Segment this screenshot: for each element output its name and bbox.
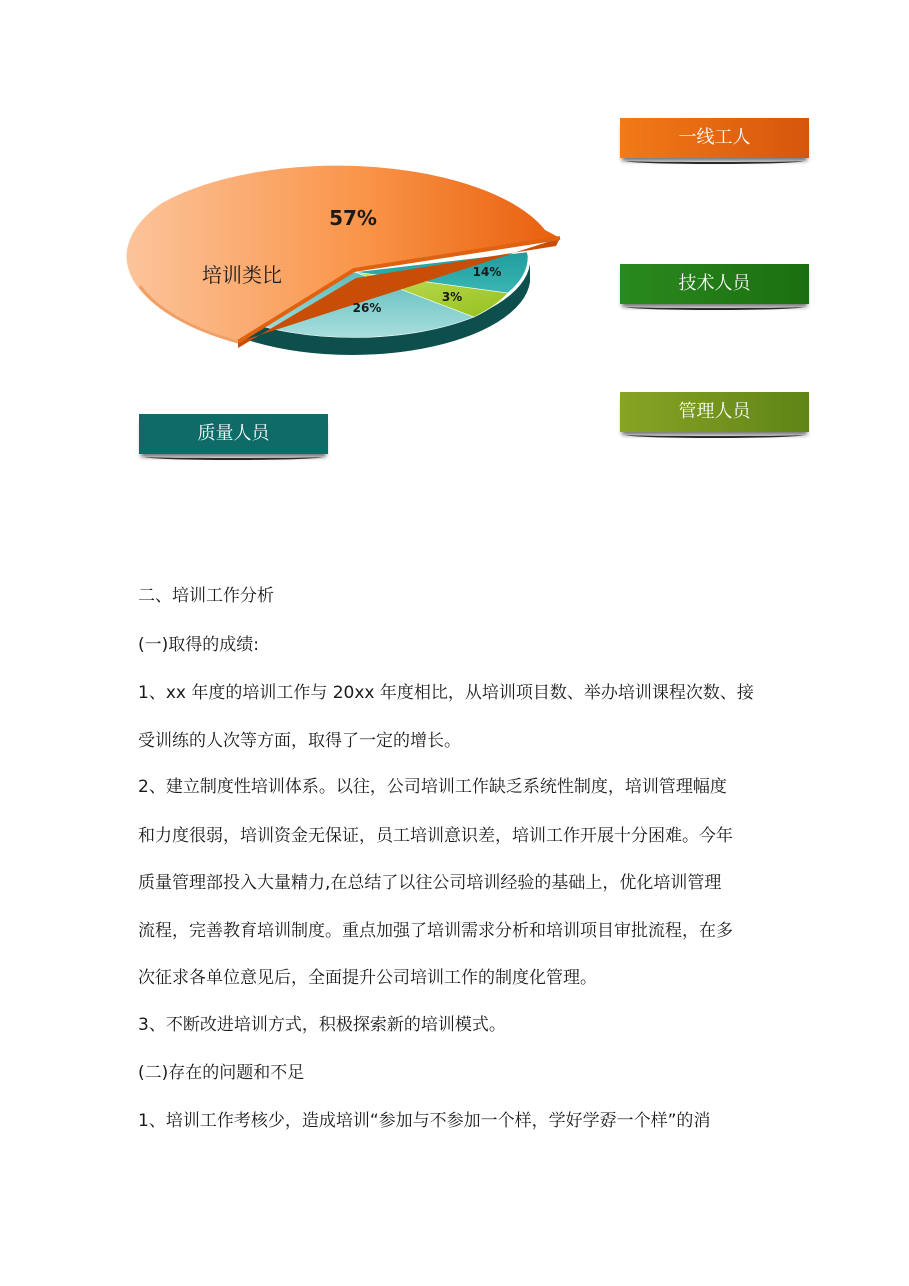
legend-quality-staff xyxy=(139,414,328,454)
paragraph-line: 1、培训工作考核少，造成培训“参加与不参加一个样，学好学孬一个样”的消 xyxy=(138,1111,711,1131)
ribbon-curl xyxy=(626,158,803,164)
legend-quality-label: 质量人员 xyxy=(197,423,270,444)
subheading-achievements: (一)取得的成绩: xyxy=(138,635,259,655)
paragraph-line: 流程，完善教育培训制度。重点加强了培训需求分析和培训项目审批流程，在多 xyxy=(138,921,733,941)
subheading-problems: (二)存在的问题和不足 xyxy=(138,1063,305,1083)
paragraph-line: 受训练的人次等方面，取得了一定的增长。 xyxy=(138,731,461,751)
paragraph-line: 次征求各单位意见后，全面提升公司培训工作的制度化管理。 xyxy=(138,968,597,988)
legend-technical-label: 技术人员 xyxy=(678,273,751,294)
legend-frontline-workers xyxy=(620,118,809,158)
paragraph-line: 质量管理部投入大量精力,在总结了以往公司培训经验的基础上，优化培训管理 xyxy=(138,873,722,893)
paragraph-line: 和力度很弱，培训资金无保证，员工培训意识差，培训工作开展十分困难。今年 xyxy=(138,826,733,846)
chart-title: 培训类比 xyxy=(202,263,282,287)
paragraph-line: 1、xx 年度的培训工作与 20xx 年度相比，从培训项目数、举办培训课程次数、接 xyxy=(138,683,754,703)
slice-label-quality: 26% xyxy=(352,301,382,315)
slice-label-management: 3% xyxy=(441,290,463,304)
section-heading: 二、培训工作分析 xyxy=(138,586,274,606)
ribbon-curl xyxy=(145,454,322,460)
legend-frontline-label: 一线工人 xyxy=(678,127,751,148)
slice-label-technical: 14% xyxy=(472,265,502,279)
legend-management-label: 管理人员 xyxy=(678,401,751,422)
slice-label-frontline: 57% xyxy=(329,206,377,230)
ribbon-curl xyxy=(626,304,803,310)
legend-management-staff xyxy=(620,392,809,432)
legend-technical-staff xyxy=(620,264,809,304)
paragraph-line: 2、建立制度性培训体系。以往，公司培训工作缺乏系统性制度，培训管理幅度 xyxy=(138,777,727,797)
paragraph-line: 3、不断改进培训方式，积极探索新的培训模式。 xyxy=(138,1015,506,1035)
ribbon-curl xyxy=(626,432,803,438)
